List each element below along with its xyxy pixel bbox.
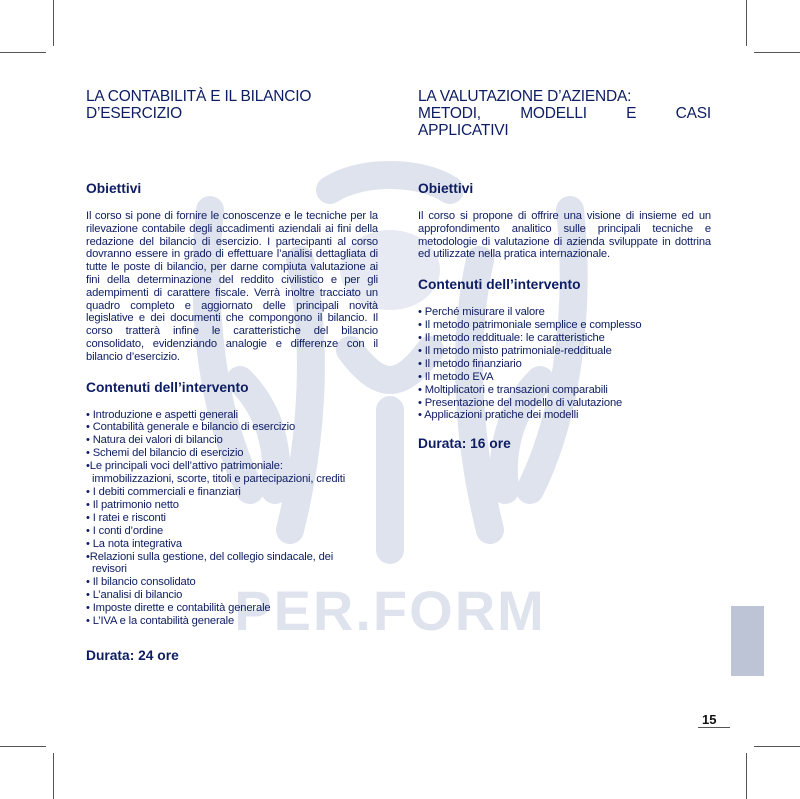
list-item: • Schemi del bilancio di esercizio [86,447,244,460]
list-item: • Il bilancio consolidato [86,576,196,589]
list-item: •Le principali voci dell’attivo patrimoniale: [86,460,283,473]
objectives-text: Il corso si pone di fornire le conoscenze e le tecniche per la rilevazione contabile degli accadimenti aziendali ai fini della redazione del bilancio di esercizio. I partecipanti al corso dovranno essere in grado di effettuare l’analisi dettagliata di tutte le poste di bilancio, per darne compiuta valutazione ai fini della determinazione del reddito civilistico e per gli adempimenti di carattere fiscale. Verrà inoltre tracciato un quadro completo e aggiornato delle principali novità legislative e dei documenti che compongono il bilancio. Il corso tratterà infine le caratteristiche del bilancio consolidato, evidenziando analogie e differenze con il bilancio d’esercizio. [86,210,378,363]
list-item: • Imposte dirette e contabilità generale [86,602,271,615]
list-item: • Moltiplicatori e transazioni comparabili [418,383,608,396]
course-title-line: APPLICATIVI [418,122,509,139]
watermark-text: PER.FORM [234,579,546,642]
course-title-line: METODI, MODELLI E CASI [418,105,711,122]
contents-heading: Contenuti dell’intervento [418,277,581,293]
list-item: • Perché misurare il valore [418,306,545,319]
list-item: • I ratei e risconti [86,511,166,524]
right-column [418,88,711,451]
list-item: • Il patrimonio netto [86,498,179,511]
list-item: • L’analisi di bilancio [86,589,183,602]
side-tab [731,606,764,676]
left-column [86,88,378,663]
page-number: 15 [702,712,717,727]
contents-list [418,306,711,422]
crop-mark [0,746,46,747]
contents-heading: Contenuti dell’intervento [86,379,249,395]
objectives-text: Il corso si propone di offrire una visione di insieme ed un approfondimento analitico sulle principali tecniche e metodologie di valutazione di azienda sviluppate in dottrina ed utilizzate nella pratica internazionale. [418,210,711,261]
crop-mark [0,52,46,53]
list-item: • Contabilità generale e bilancio di esercizio [86,421,296,434]
list-item-continuation [86,563,378,576]
list-item: • I conti d’ordine [86,524,164,537]
list-item: • Presentazione del modello di valutazione [418,396,623,409]
list-item: • Il metodo reddituale: le caratteristiche [418,332,605,344]
crop-mark [746,0,747,46]
list-item: • Il metodo patrimoniale semplice e complesso [418,319,642,332]
list-item: • Il metodo misto patrimoniale-reddituale [418,344,612,357]
list-item: •Relazioni sulla gestione, del collegio sindacale, dei [86,550,334,563]
crop-mark [746,753,747,799]
list-item: • L’IVA e la contabilità generale [86,615,235,628]
crop-mark [53,0,54,46]
contents-list [86,409,378,628]
course-title-line: LA CONTABILITÀ E IL BILANCIO [86,88,312,105]
list-item: • Natura dei valori di bilancio [86,434,223,447]
list-item: • I debiti commerciali e finanziari [86,486,241,498]
list-item: • Applicazioni pratiche dei modelli [418,409,579,422]
list-item-continuation [86,473,378,486]
list-item: • Introduzione e aspetti generali [86,408,238,421]
crop-mark [754,746,800,747]
list-item: • Il metodo finanziario [418,357,522,370]
list-item: • La nota integrativa [86,537,182,550]
course-title-right [418,88,711,139]
course-title-left [86,88,378,122]
crop-mark [754,52,800,53]
list-item: • Il metodo EVA [418,370,494,383]
objectives-heading: Obiettivi [418,181,474,196]
page-number-rule [698,727,730,728]
duration: Durata: 24 ore [86,647,179,663]
course-title-line: D’ESERCIZIO [86,105,182,122]
duration: Durata: 16 ore [418,436,511,452]
crop-mark [53,753,54,799]
list-item-continuation-text: immobilizzazioni, scorte, titoli e partecipazioni, crediti [92,473,346,486]
list-item-continuation-text: revisori [92,563,127,576]
objectives-heading: Obiettivi [86,181,142,196]
course-title-line: LA VALUTAZIONE D’AZIENDA: [418,88,632,105]
